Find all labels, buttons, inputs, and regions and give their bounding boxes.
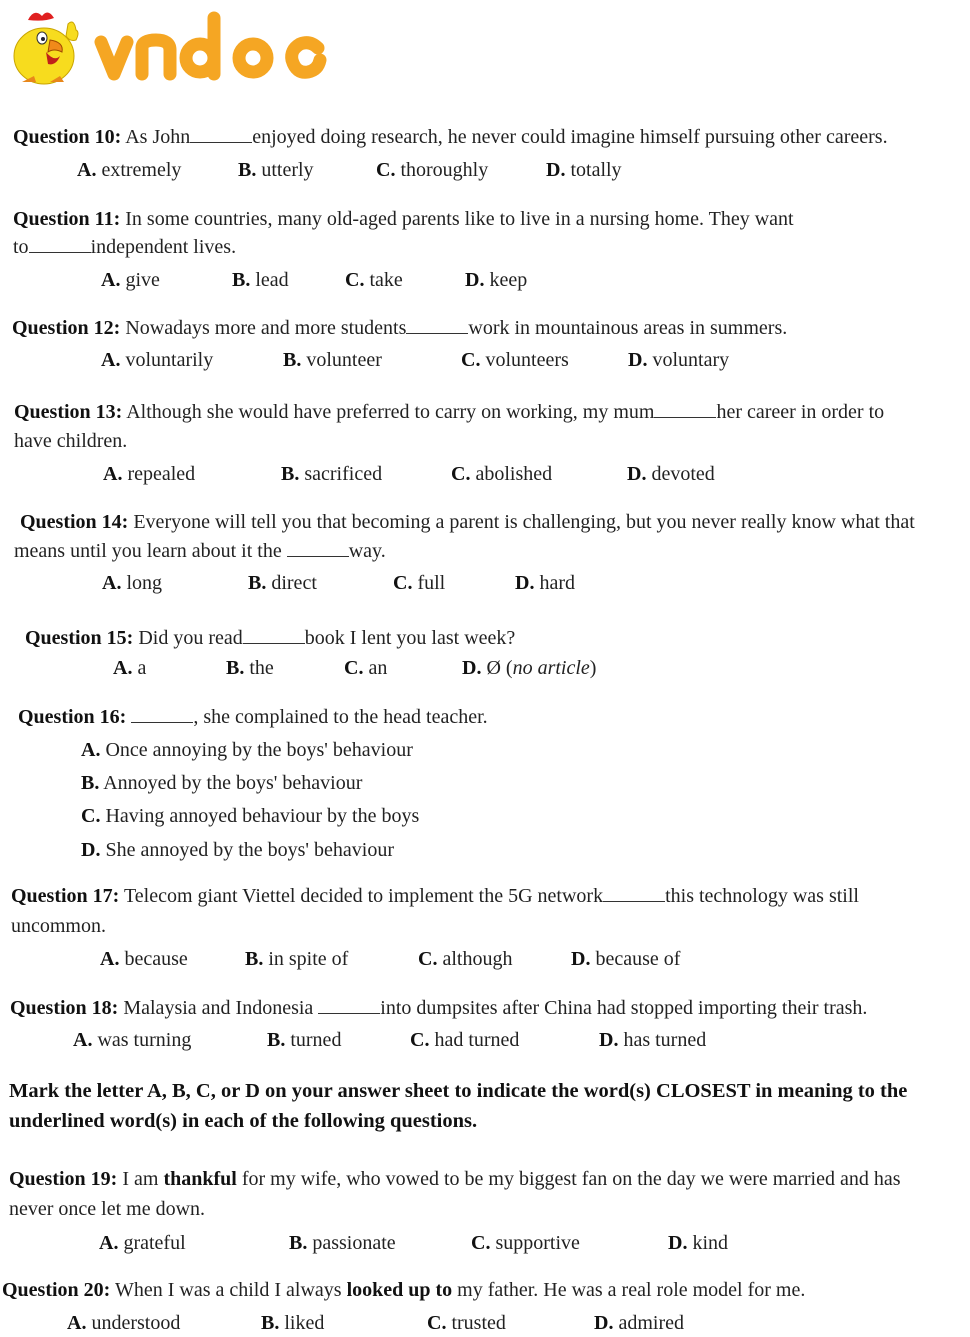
option-d: D. hard bbox=[515, 572, 575, 594]
option-a: A. understood bbox=[67, 1312, 181, 1334]
option-a: A. a bbox=[113, 657, 147, 679]
option-c: C. abolished bbox=[451, 463, 553, 485]
option-a: A. extremely bbox=[77, 159, 182, 181]
question-14: Question 14: Everyone will tell you that becoming a parent is challenging, but you never really know what that bbox=[20, 511, 915, 533]
question-14-line2: means until you learn about it the way. bbox=[14, 540, 386, 562]
answer-blank bbox=[406, 317, 468, 334]
option-b: B. lead bbox=[232, 269, 289, 291]
option-b: B. the bbox=[226, 657, 274, 679]
question-12: Question 12: Nowadays more and more students work in mountainous areas in summers. bbox=[12, 317, 788, 339]
option-a: A. voluntarily bbox=[101, 349, 214, 371]
question-15: Question 15: Did you read book I lent you last week? bbox=[25, 627, 516, 649]
vndoc-logo bbox=[6, 4, 336, 92]
question-11: Question 11: In some countries, many old-aged parents like to live in a nursing home. They want bbox=[13, 208, 794, 230]
option-b: B. in spite of bbox=[245, 948, 349, 970]
answer-blank bbox=[190, 126, 252, 143]
question-20: Question 20: When I was a child I always looked up to my father. He was a real role model for me. bbox=[2, 1279, 806, 1301]
option-b: B. liked bbox=[261, 1312, 325, 1334]
option-a: A. because bbox=[100, 948, 188, 970]
option-d: D. devoted bbox=[627, 463, 715, 485]
answer-blank bbox=[131, 706, 193, 723]
option-b: B. turned bbox=[267, 1029, 342, 1051]
option-c: C. take bbox=[345, 269, 403, 291]
answer-blank bbox=[318, 997, 380, 1014]
option-a: A. grateful bbox=[99, 1232, 186, 1254]
option-b: B. Annoyed by the boys' behaviour bbox=[81, 772, 363, 794]
option-d: D. admired bbox=[594, 1312, 684, 1334]
option-a: A. repealed bbox=[103, 463, 196, 485]
option-c: C. an bbox=[344, 657, 388, 679]
chicken-mascot-icon bbox=[6, 4, 336, 92]
question-13-line2: have children. bbox=[14, 430, 128, 452]
question-10: Question 10: As John enjoyed doing research, he never could imagine himself pursuing other careers. bbox=[13, 126, 888, 148]
option-a: A. was turning bbox=[73, 1029, 192, 1051]
key-word: thankful bbox=[163, 1168, 237, 1190]
answer-blank bbox=[654, 401, 716, 418]
option-d: D. kind bbox=[668, 1232, 729, 1254]
question-13: Question 13: Although she would have preferred to carry on working, my mum her career in order to bbox=[14, 401, 885, 423]
option-d: D. voluntary bbox=[628, 349, 730, 371]
answer-blank bbox=[243, 627, 305, 644]
option-c: C. had turned bbox=[410, 1029, 520, 1051]
answer-blank bbox=[287, 540, 349, 557]
question-17: Question 17: Telecom giant Viettel decided to implement the 5G network this technology was still bbox=[11, 885, 859, 907]
question-11-line2: to independent lives. bbox=[13, 236, 237, 258]
option-c: C. supportive bbox=[471, 1232, 580, 1254]
option-c: C. full bbox=[393, 572, 446, 594]
question-19-line2: never once let me down. bbox=[9, 1198, 206, 1220]
option-d: D. has turned bbox=[599, 1029, 707, 1051]
option-d: D. because of bbox=[571, 948, 681, 970]
answer-blank bbox=[29, 236, 91, 253]
option-b: B. volunteer bbox=[283, 349, 382, 371]
option-b: B. sacrificed bbox=[281, 463, 383, 485]
option-d: D. keep bbox=[465, 269, 528, 291]
option-b: B. direct bbox=[248, 572, 317, 594]
option-c: C. volunteers bbox=[461, 349, 569, 371]
option-c: C. thoroughly bbox=[376, 159, 489, 181]
option-a: A. long bbox=[102, 572, 163, 594]
section-instruction: Mark the letter A, B, C, or D on your answer sheet to indicate the word(s) CLOSEST in meaning to the bbox=[9, 1080, 908, 1102]
option-d: D. totally bbox=[546, 159, 622, 181]
option-c: C. Having annoyed behaviour by the boys bbox=[81, 805, 420, 827]
option-c: C. trusted bbox=[427, 1312, 506, 1334]
question-17-line2: uncommon. bbox=[11, 915, 106, 937]
question-18: Question 18: Malaysia and Indonesia into dumpsites after China had stopped importing their trash. bbox=[10, 997, 868, 1019]
option-d: D. Ø (no article) bbox=[462, 657, 597, 679]
option-a: A. Once annoying by the boys' behaviour bbox=[81, 739, 413, 761]
option-d: D. She annoyed by the boys' behaviour bbox=[81, 839, 394, 861]
option-a: A. give bbox=[101, 269, 160, 291]
key-word: looked up to bbox=[346, 1279, 453, 1301]
option-c: C. although bbox=[418, 948, 513, 970]
option-b: B. passionate bbox=[289, 1232, 396, 1254]
question-19: Question 19: I am thankful for my wife, who vowed to be my biggest fan on the day we were married and has bbox=[9, 1168, 901, 1190]
question-16: Question 16: , she complained to the head teacher. bbox=[18, 706, 488, 728]
answer-blank bbox=[603, 885, 665, 902]
section-instruction-line2: underlined word(s) in each of the following questions. bbox=[9, 1110, 478, 1132]
option-b: B. utterly bbox=[238, 159, 314, 181]
